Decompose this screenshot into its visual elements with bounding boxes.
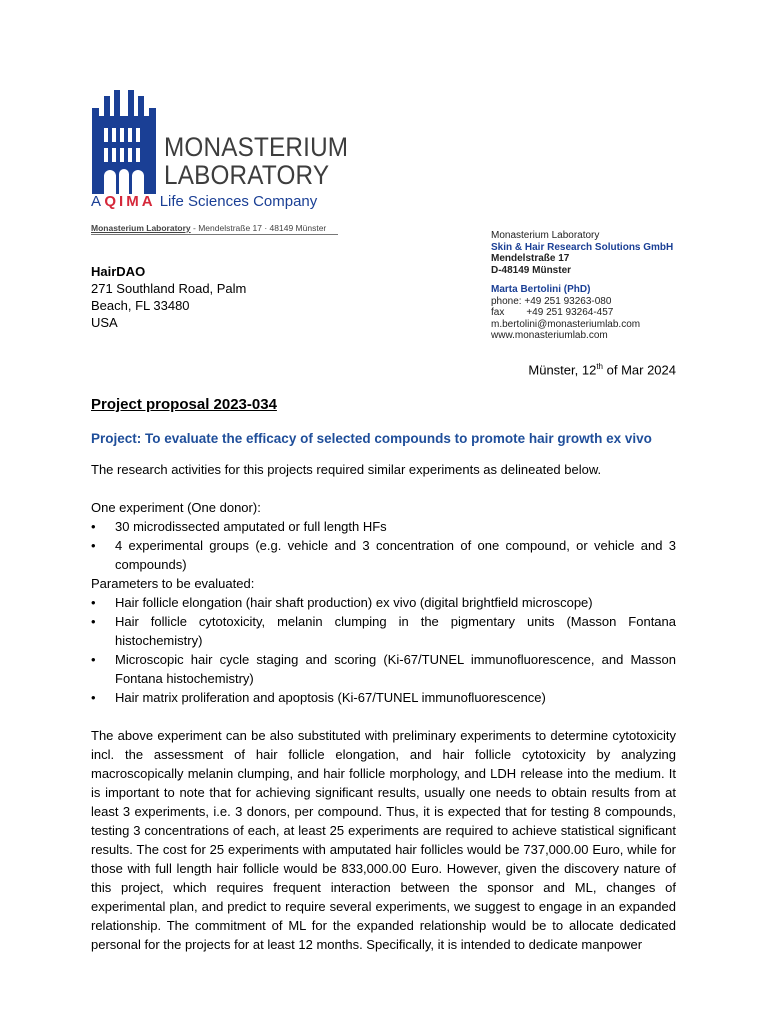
recipient-name: HairDAO [91,264,146,279]
lab-division: Skin & Hair Research Solutions GmbH [491,241,674,253]
recipient-line2: Beach, FL 33480 [91,298,190,313]
list-item: • 4 experimental groups (e.g. vehicle and 3 concentration of one compound, or vehicle and 3 compounds) [91,536,676,574]
proposal-title: Project proposal 2023-034 [91,396,277,413]
lab-org: Monasterium Laboratory [491,230,600,241]
recipient-line1: 271 Southland Road, Palm [91,281,247,296]
contact-website[interactable]: www.monasteriumlab.com [491,330,608,341]
list-item: • Hair follicle cytotoxicity, melanin clumping in the pigmentary units (Masson Fontana histochemistry) [91,612,676,650]
contact-phone: phone: +49 251 93263-080 [491,295,612,307]
project-heading: Project: To evaluate the efficacy of selected compounds to promote hair growth ex vivo [91,431,652,446]
tagline-brand: QIMA [104,193,156,210]
logo-wordmark-line1: MONASTERIUM [164,132,349,162]
fax-value: +49 251 93264-457 [526,307,614,318]
experiment-list [91,517,676,574]
sender-return-address [91,223,326,233]
tagline-suffix: Life Sciences Company [155,193,318,210]
sender-name: Monasterium Laboratory [91,223,191,233]
logo-tagline [91,193,317,210]
list-item: • 30 microdissected amputated or full length HFs [91,517,676,536]
contact-name: Marta Bertolini (PhD) [491,284,591,295]
main-paragraph: The above experiment can be also substituted with preliminary experiments to determine cytotoxicity incl. the assessment of hair follicle elongation, and hair follicle cytotoxicity by analyzing macroscopically melanin clumping, and hair follicle morphology, and LDH release into the medium. It is important to note that for achieving significant results, usually one needs to obtain results from at least 3 experiments, i.e. 3 donors, per compound. Thus, it is expected that for testing 8 compounds, testing 3 concentrations of each, at least 25 experiments are required to achieve statistical significant results. The cost for 25 experiments with amputated hair follicles would be 737,000.00 Euro, while for those with full length hair follicle would be 833,000.00 Euro. However, given the discovery nature of this project, which requires frequent interaction between the sponsor and ML, changes of experimental plan, and predict to require several experiments, we suggest to engage in an expanded relationship. The commitment of ML for the expanded relationship would be to allocate dedicated personal for the projects for at least 12 months. Specifically, it is intended to dedicate manpower [91,728,676,952]
date-suffix: th [596,362,603,371]
tagline-prefix: A [91,193,105,210]
lab-street: Mendelstraße 17 [491,253,570,264]
date-prefix: Münster, 12 [528,362,597,378]
contact-fax [491,307,673,319]
letter-date [528,362,676,377]
letter-body [91,460,676,954]
parameters-label: Parameters to be evaluated: [91,576,255,591]
list-item: • Hair follicle elongation (hair shaft production) ex vivo (digital brightfield microscope) [91,593,676,612]
sender-divider [91,234,338,235]
list-item: • Hair matrix proliferation and apoptosis (Ki-67/TUNEL immunofluorescence) [91,688,676,707]
fax-label: fax [491,307,505,318]
contact-email[interactable]: m.bertolini@monasteriumlab.com [491,318,641,330]
experiment-label: One experiment (One donor): [91,500,261,515]
lab-contact-block [491,230,673,342]
list-item: • Microscopic hair cycle staging and scoring (Ki-67/TUNEL immunofluorescence, and Masson Fontana histochemistry) [91,650,676,688]
recipient-line3: USA [91,315,118,330]
intro-text: The research activities for this projects required similar experiments as delineated below. [91,462,602,477]
date-rest: of Mar 2024 [603,362,676,378]
monasterium-logo-icon [90,90,158,199]
parameter-list [91,593,676,707]
sender-address: - Mendelstraße 17 · 48149 Münster [190,223,327,233]
recipient-address [91,263,246,331]
logo-wordmark-line2: LABORATORY [164,160,330,190]
lab-city: D-48149 Münster [491,264,572,276]
